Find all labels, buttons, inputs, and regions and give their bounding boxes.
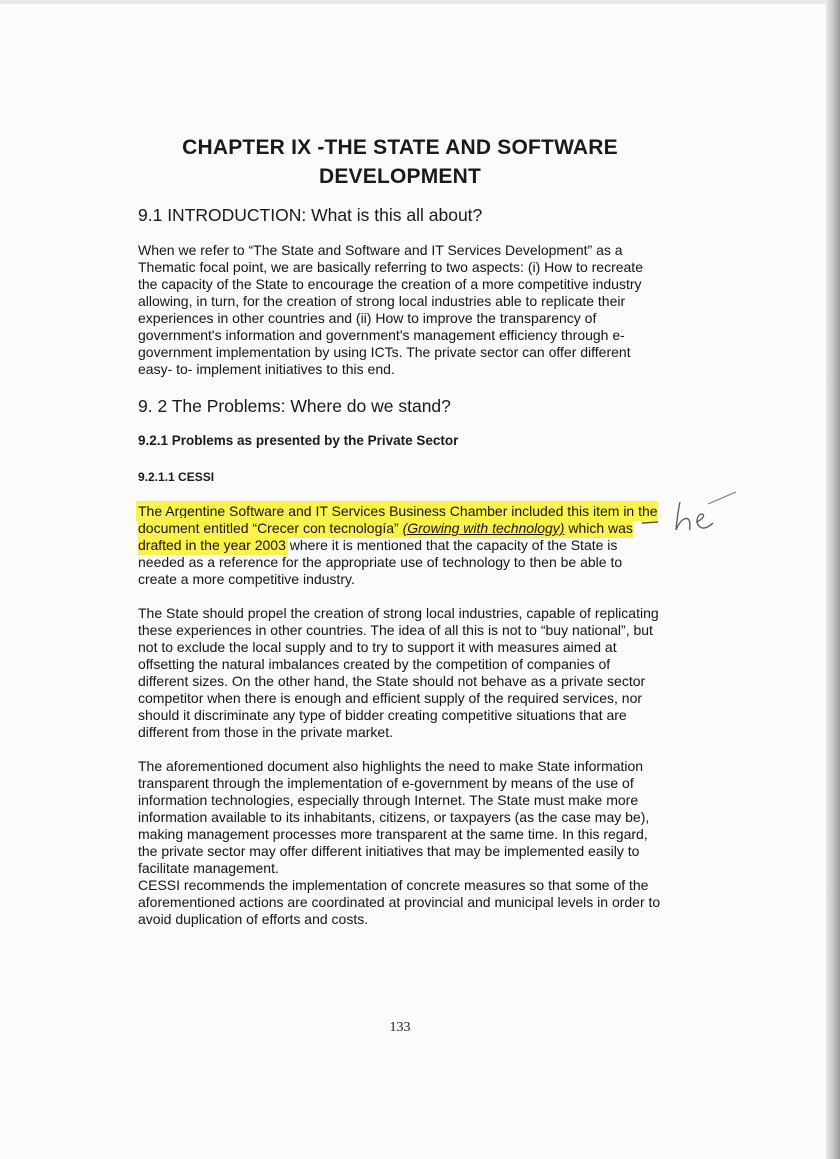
- subsubsection-heading: 9.2.1.1 CESSI: [138, 470, 215, 484]
- cessi-recommends-paragraph: CESSI recommends the implementation of concrete measures so that some of the aforementioned actions are coordinated at provincial and municipal levels in order to avoid duplication of efforts and costs.: [138, 877, 661, 927]
- cessi-paragraph: [138, 503, 663, 588]
- highlighted-text-2: which was drafted in the year 2003: [138, 520, 633, 553]
- subsection-heading: 9.2.1 Problems as presented by the Private Sector: [138, 433, 459, 448]
- pen-mark-icon: [640, 490, 750, 540]
- page-number: 133: [389, 1020, 411, 1035]
- highlighted-italic-title: (Growing with technology): [402, 520, 565, 536]
- handwritten-annotation: [640, 490, 750, 540]
- paper-top-edge: [0, 0, 840, 4]
- section-1-heading: 9.1 INTRODUCTION: What is this all about?: [138, 205, 483, 225]
- paper-right-edge: [826, 0, 840, 1159]
- aforementioned-paragraph: The aforementioned document also highlights the need to make State information transparent through the implementation of e-government by means of the use of information technologies, especially through Internet. The State must make more information available to its inhabitants, citizens, or taxpayers (as the case may be), making management processes more transparent at the same time. In this regard, the private sector may offer different initiatives that may be implemented easily to facilitate management.: [138, 758, 650, 876]
- highlighted-text-1: The Argentine Software and IT Services Business Chamber included this item in the document entitled “Crecer con tecnología”: [138, 503, 658, 536]
- chapter-title: CHAPTER IX -THE STATE AND SOFTWARE DEVELOPMENT: [182, 136, 618, 188]
- state-propel-paragraph: The State should propel the creation of strong local industries, capable of replicating these experiences in other countries. The idea of all this is not to “buy national”, but not to exclude the local supply and to try to support it with measures aimed at offsetting the natural imbalances created by the competition of companies of different sizes. On the other hand, the State should not behave as a private sector competitor when there is enough and efficient supply of the required services, nor should it discriminate any type of bidder creating competitive situations that are different from those in the private market.: [138, 605, 659, 740]
- intro-paragraph: When we refer to “The State and Software and IT Services Development” as a Thematic focal point, we are basically referring to two aspects: (i) How to recreate the capacity of the State to encourage the creation of a more competitive industry allowing, in turn, for the creation of strong local industries able to replicate their experiences in other countries and (ii) How to improve the transparency of government's information and government's management efficiency through e-government implementation by using ICTs. The private sector can offer different easy- to- implement initiatives to this end.: [138, 242, 643, 377]
- cessi-paragraph-rest: where it is mentioned that the capacity of the State is needed as a reference for the appropriate use of technology to then be able to create a more competitive industry.: [138, 537, 623, 587]
- section-2-heading: 9. 2 The Problems: Where do we stand?: [138, 396, 451, 416]
